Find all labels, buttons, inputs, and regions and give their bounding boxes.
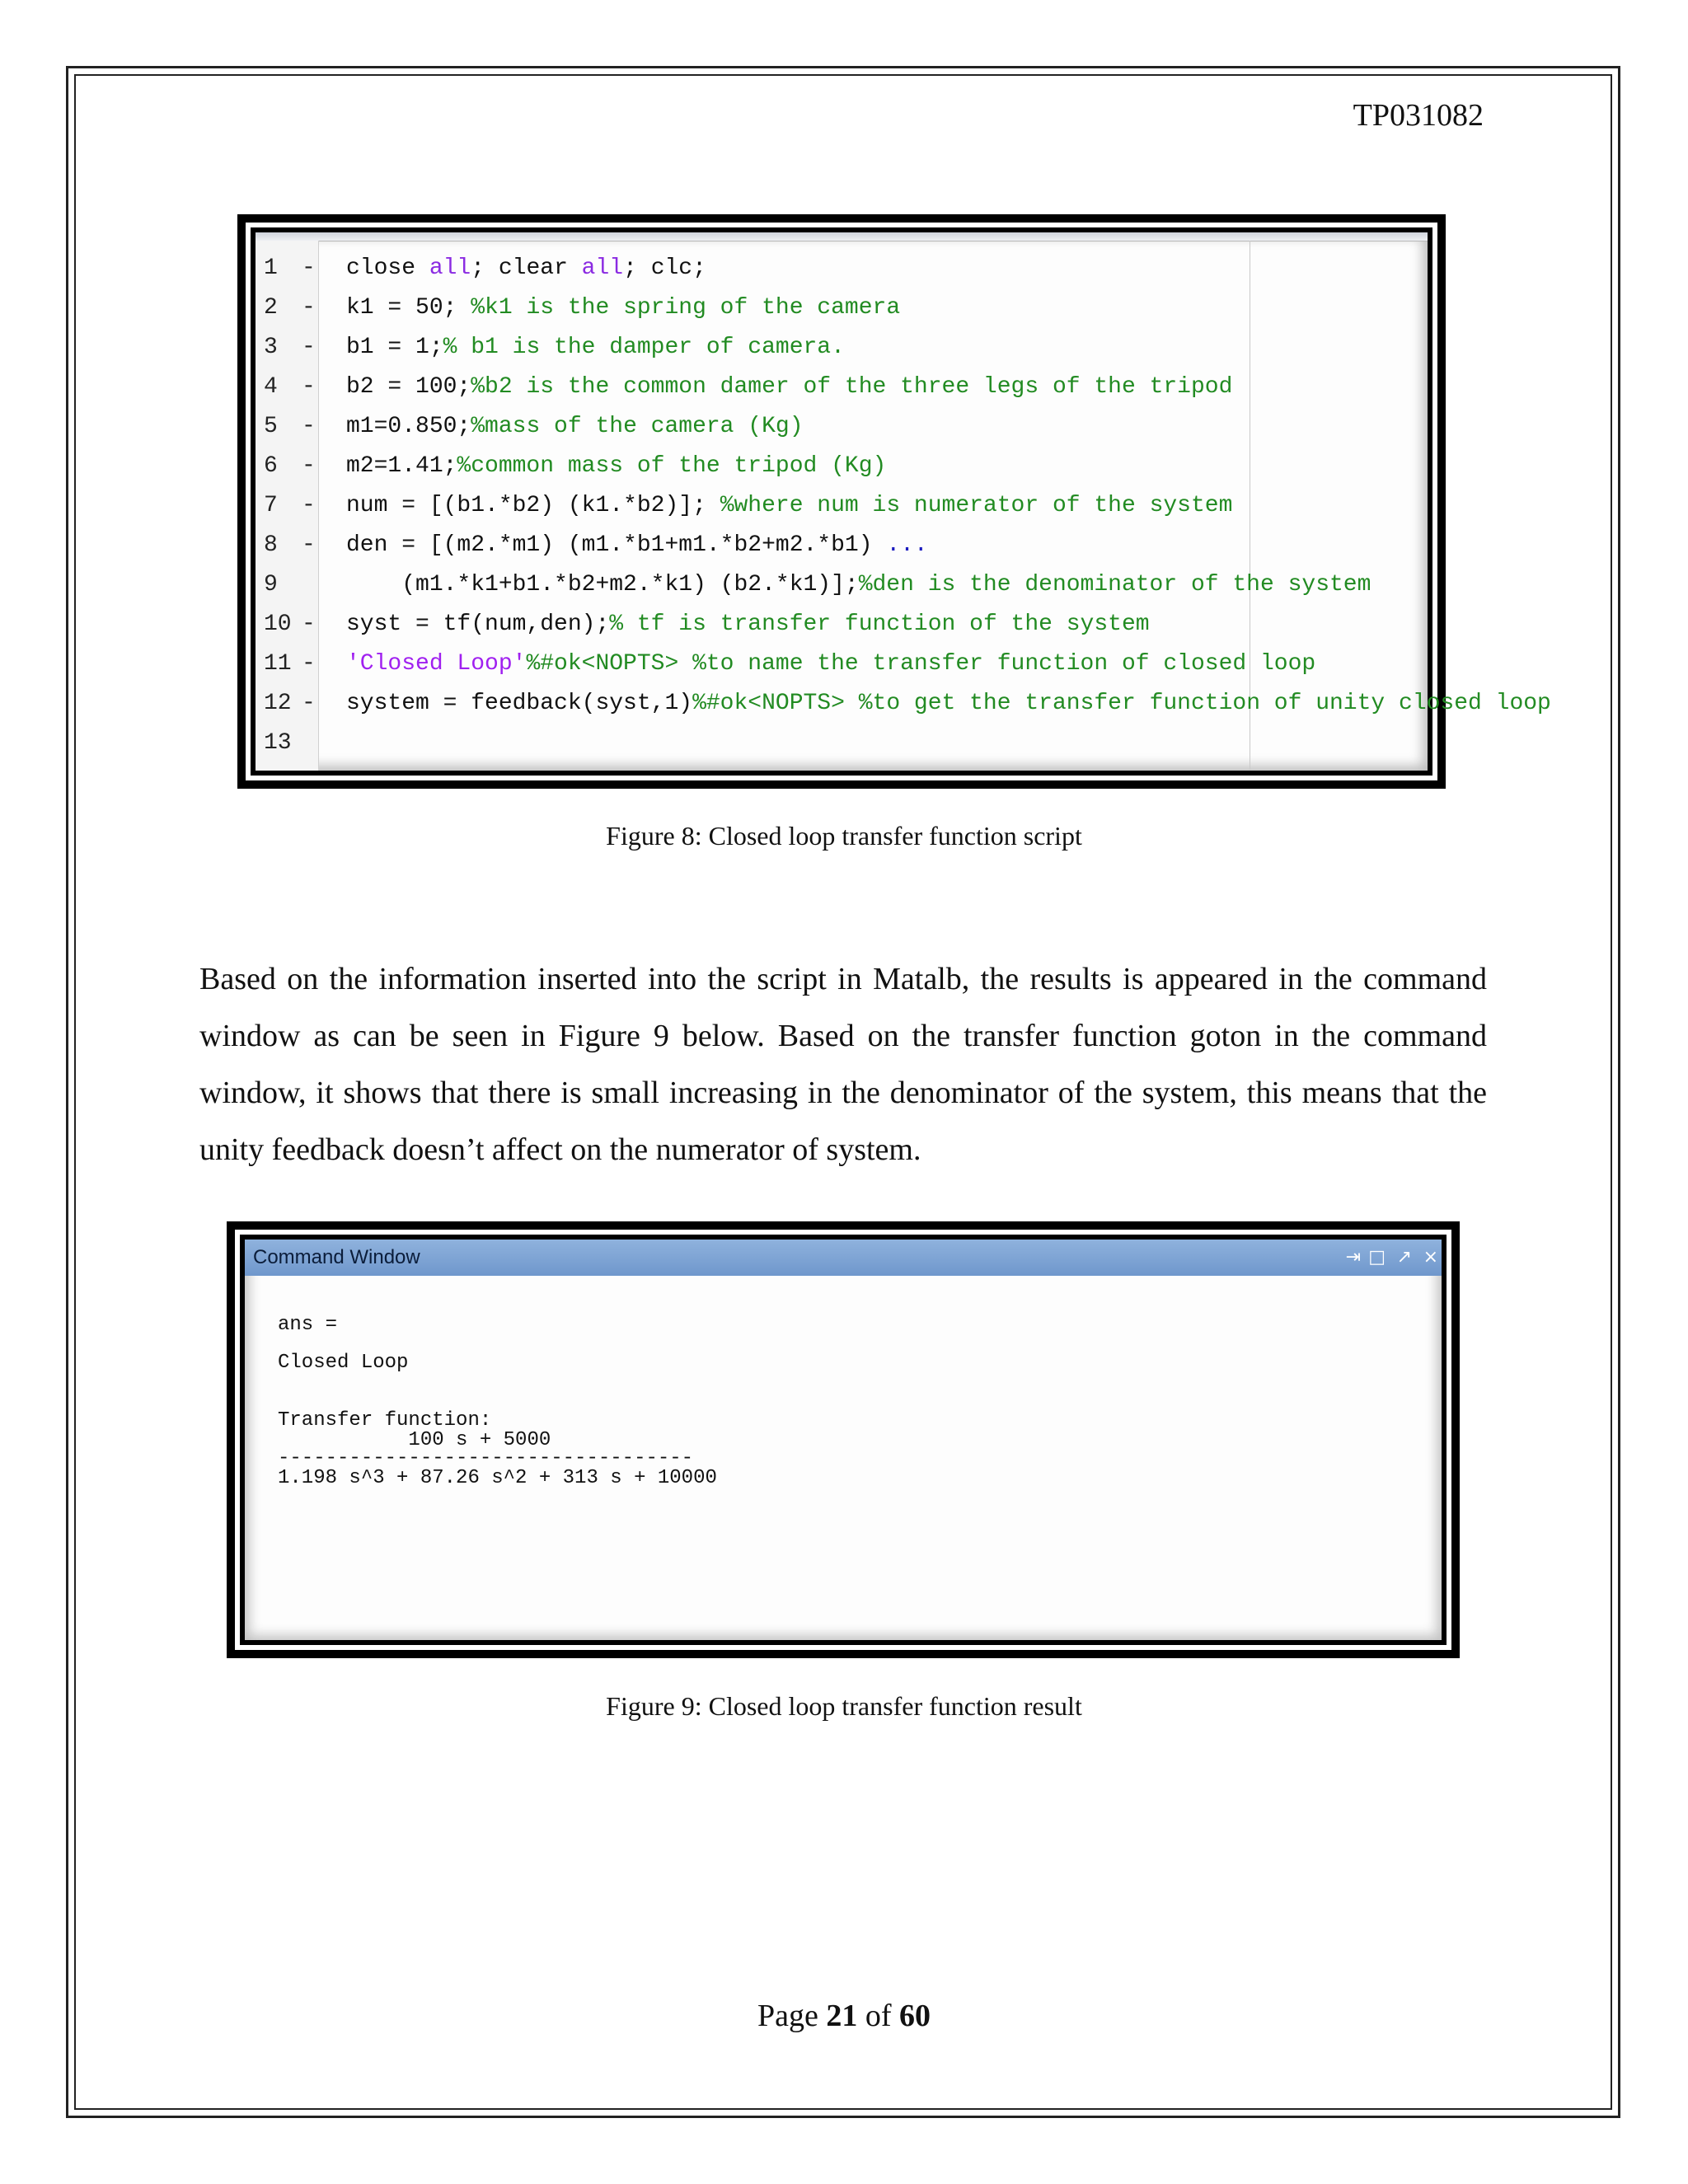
- line-breakpoint-marker[interactable]: -: [302, 255, 316, 281]
- close-icon[interactable]: ×: [1423, 1247, 1438, 1268]
- page-of-word: of: [865, 1999, 892, 2033]
- code-line-10: [256, 605, 1428, 644]
- code-comment: %#ok<NOPTS> %to name the transfer function of closed loop: [526, 651, 1316, 677]
- code-text: [346, 447, 886, 486]
- code-lines: [256, 249, 1551, 763]
- line-breakpoint-marker[interactable]: -: [302, 691, 316, 716]
- editor-toolbar-strip: [256, 232, 1428, 241]
- line-number: 2: [264, 295, 278, 321]
- line-number: 5: [264, 414, 278, 439]
- output-tf-title: Transfer function:: [278, 1409, 492, 1432]
- code-token: ...: [886, 532, 928, 558]
- command-window-titlebar: [245, 1240, 1442, 1276]
- code-token: m2=1.41;: [346, 453, 457, 479]
- line-breakpoint-marker[interactable]: -: [302, 453, 316, 479]
- line-number: 9: [264, 572, 278, 598]
- line-number: 10: [264, 612, 292, 637]
- code-token: k1 = 50;: [346, 295, 471, 321]
- code-text: [346, 526, 928, 565]
- code-line-6: [256, 447, 1428, 486]
- code-text: [346, 605, 1150, 644]
- code-line-13: [256, 724, 1428, 763]
- output-divider: -----------------------------------: [278, 1447, 694, 1469]
- code-line-9: [256, 565, 1428, 605]
- code-token: ; clc;: [623, 255, 706, 281]
- figure-8-caption: Figure 8: Closed loop transfer function script: [606, 821, 1082, 851]
- line-breakpoint-marker[interactable]: -: [302, 532, 316, 558]
- code-keyword: all: [581, 255, 624, 281]
- line-number: 4: [264, 374, 278, 400]
- output-denominator: 1.198 s^3 + 87.26 s^2 + 313 s + 10000: [278, 1467, 717, 1489]
- figure-9-caption: Figure 9: Closed loop transfer function result: [606, 1691, 1082, 1721]
- code-text: [346, 407, 804, 447]
- code-line-12: [256, 684, 1551, 724]
- code-text: [346, 249, 706, 288]
- code-line-11: [256, 644, 1428, 684]
- figure-8-editor-screenshot: [237, 214, 1551, 789]
- line-breakpoint-marker[interactable]: -: [302, 335, 316, 360]
- line-number: 11: [264, 651, 292, 677]
- popout-icon[interactable]: ↗: [1396, 1247, 1412, 1268]
- code-comment: % tf is transfer function of the system: [609, 612, 1150, 637]
- code-text: [346, 565, 1371, 605]
- line-breakpoint-marker[interactable]: -: [302, 651, 316, 677]
- page-total: 60: [899, 1999, 931, 2033]
- page-number: [0, 1998, 1688, 2034]
- body-paragraph: Based on the information inserted into the script in Matalb, the results is appeared in the command window as can be seen in Figure 9 below. Based on the transfer function goton in the command window, it shows that there is small increasing in the denominator of the system, this means that the unity feedback doesn’t affect on the numerator of system.: [199, 962, 1487, 1167]
- code-comment: %mass of the camera (Kg): [471, 414, 804, 439]
- code-token: (m1.*k1+b1.*b2+m2.*k1) (b2.*k1)];: [346, 572, 859, 598]
- command-window-title: Command Window: [253, 1246, 420, 1268]
- line-number: 7: [264, 493, 278, 518]
- line-breakpoint-marker[interactable]: -: [302, 414, 316, 439]
- code-line-5: [256, 407, 1428, 447]
- code-text: [346, 328, 845, 368]
- code-line-1: [256, 249, 1428, 288]
- code-token: b1 = 1;: [346, 335, 443, 360]
- line-number: 13: [264, 730, 292, 756]
- line-number: 3: [264, 335, 278, 360]
- code-token: close: [346, 255, 429, 281]
- line-number: 8: [264, 532, 278, 558]
- code-comment: %b2 is the common damer of the three legs of the tripod: [471, 374, 1233, 400]
- code-text: [346, 368, 1232, 407]
- code-comment: %k1 is the spring of the camera: [471, 295, 901, 321]
- code-line-8: [256, 526, 1428, 565]
- code-text: [346, 486, 1232, 526]
- line-breakpoint-marker[interactable]: -: [302, 612, 316, 637]
- command-window[interactable]: [245, 1240, 1442, 1640]
- page-current: 21: [826, 1999, 858, 2033]
- code-text: [346, 288, 900, 328]
- code-text: [346, 684, 1551, 724]
- line-number: 1: [264, 255, 278, 281]
- code-line-2: [256, 288, 1428, 328]
- code-token: ; clear: [471, 255, 582, 281]
- code-line-4: [256, 368, 1428, 407]
- code-text: [346, 644, 1315, 684]
- line-breakpoint-marker[interactable]: -: [302, 493, 316, 518]
- code-token: m1=0.850;: [346, 414, 471, 439]
- output-label: Closed Loop: [278, 1352, 409, 1374]
- code-token: syst = tf(num,den);: [346, 612, 610, 637]
- maximize-icon[interactable]: □: [1368, 1247, 1386, 1268]
- code-token: system = feedback(syst,1): [346, 691, 693, 716]
- code-comment: % b1 is the damper of camera.: [443, 335, 845, 360]
- output-ans: ans =: [278, 1314, 338, 1336]
- command-window-output: [245, 1276, 1442, 1640]
- code-token: b2 = 100;: [346, 374, 471, 400]
- code-token: den = [(m2.*m1) (m1.*b1+m1.*b2+m2.*b1): [346, 532, 887, 558]
- code-comment: %common mass of the tripod (Kg): [457, 453, 887, 479]
- code-editor[interactable]: [256, 232, 1551, 771]
- document-id: TP031082: [1353, 98, 1484, 133]
- code-comment: %#ok<NOPTS> %to get the transfer function of unity closed loop: [692, 691, 1551, 716]
- code-line-3: [256, 328, 1428, 368]
- line-number: 6: [264, 453, 278, 479]
- code-token: num = [(b1.*b2) (k1.*b2)];: [346, 493, 720, 518]
- output-numerator: 100 s + 5000: [278, 1429, 551, 1451]
- code-comment: %den is the denominator of the system: [858, 572, 1372, 598]
- line-number: 12: [264, 691, 292, 716]
- undock-icon[interactable]: ⇥: [1345, 1247, 1361, 1268]
- page-word: Page: [757, 1999, 818, 2033]
- line-breakpoint-marker[interactable]: -: [302, 374, 316, 400]
- code-keyword: all: [429, 255, 471, 281]
- figure-9-command-window-screenshot: [227, 1221, 1460, 1658]
- code-comment: %where num is numerator of the system: [720, 493, 1233, 518]
- line-breakpoint-marker[interactable]: -: [302, 295, 316, 321]
- code-line-7: [256, 486, 1428, 526]
- code-string: 'Closed Loop': [346, 651, 527, 677]
